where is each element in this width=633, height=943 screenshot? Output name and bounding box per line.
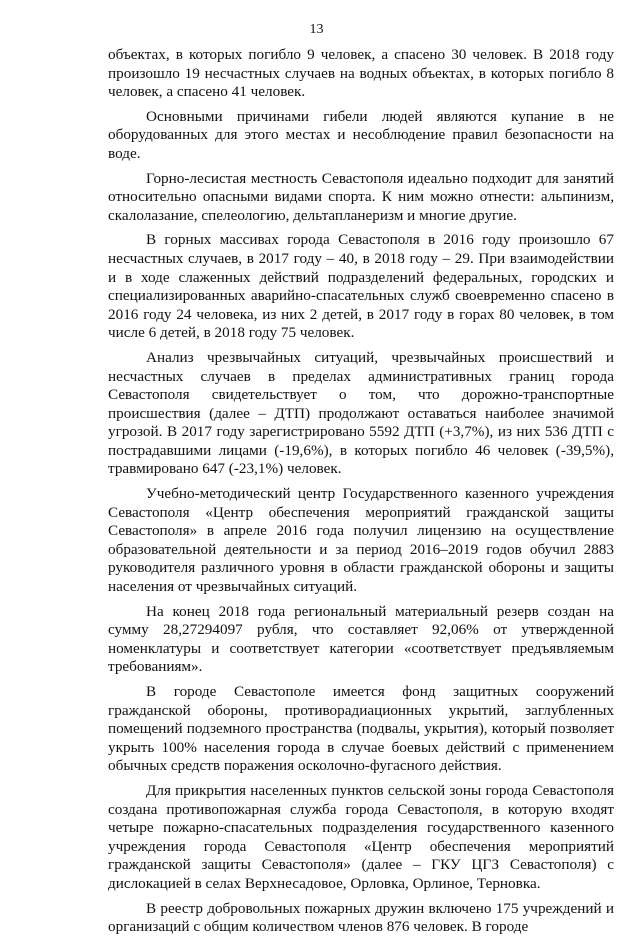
paragraph-road-accidents: Анализ чрезвычайных ситуаций, чрезвычайных происшествий и несчастных случаев в пределах административных границ города Севастополя свидетельствует о том, что дорожно-транспортные происшествия (далее – ДТП) продолжают оставаться наиболее значимой угрозой. В 2017 году зарегистрировано 5592 ДТП (+3,7%), из них 536 ДТП с пострадавшими лицами (-19,6%), в которых погибло 46 человек (-39,5%), травмировано 647 (-23,1%) человек.: [108, 348, 614, 478]
paragraph-volunteer-fire-brigades: В реестр добровольных пожарных дружин включено 175 учреждений и организаций с общим количеством членов 876 человек. В городе: [108, 899, 614, 936]
paragraph-causes-of-death: Основными причинами гибели людей являются купание в не оборудованных для этого местах и несоблюдение правил безопасности на воде.: [108, 107, 614, 162]
paragraph-water-incidents-continued: объектах, в которых погибло 9 человек, а спасено 30 человек. В 2018 году произошло 19 несчастных случаев на водных объектах, в которых погибло 8 человек, а спасено 41 человек.: [108, 46, 614, 101]
page-number: 13: [309, 22, 324, 37]
paragraph-material-reserve: На конец 2018 года региональный материальный резерв создан на сумму 28,27294097 рубля, что составляет 92,06% от утвержденной номенклатуры и соответствует категории «соответствует предъявляемым требованиям».: [108, 602, 614, 676]
paragraph-mountain-terrain: Горно-лесистая местность Севастополя идеально подходит для занятий относительно опасными видами спорта. К ним можно отнести: альпинизм, скалолазание, спелеологию, дельтапланеризм и многие другие.: [108, 169, 614, 224]
paragraph-mountain-incidents: В горных массивах города Севастополя в 2016 году произошло 67 несчастных случаев, в 2017 году – 40, в 2018 году – 29. При взаимодействии и в ходе слаженных действий подразделений федеральных, городских и специализированных аварийно-спасательных служб своевременно спасено в 2016 году 24 человека, из них 2 детей, в 2017 году в горах 80 человек, в том числе 6 детей, в 2018 году 75 человек.: [108, 231, 614, 342]
paragraph-training-center: Учебно-методический центр Государственного казенного учреждения Севастополя «Центр обеспечения мероприятий гражданской защиты Севастополя» в апреле 2016 года получил лицензию на осуществление образовательной деятельности и за период 2016–2019 годов обучил 2883 руководителя различного уровня в области гражданской обороны и защиты населения от чрезвычайных ситуаций.: [108, 485, 614, 596]
paragraph-fire-service: Для прикрытия населенных пунктов сельской зоны города Севастополя создана противопожарная служба города Севастополя, в которую входят четыре пожарно-спасательных подразделения государственного казенного учреждения города Севастополя «Центр обеспечения мероприятий гражданской защиты Севастополя» (далее – ГКУ ЦГЗ Севастополя) с дислокацией в селах Верхнесадовое, Орловка, Орлиное, Терновка.: [108, 781, 614, 892]
body-text: [108, 46, 614, 943]
paragraph-protective-structures: В городе Севастополе имеется фонд защитных сооружений гражданской обороны, противорадиационных укрытий, заглубленных помещений подземного пространства (подвалы, укрытия), который позволяет укрыть 100% населения города в случае боевых действий с применением обычных средств поражения осколочно-фугасного действия.: [108, 683, 614, 775]
